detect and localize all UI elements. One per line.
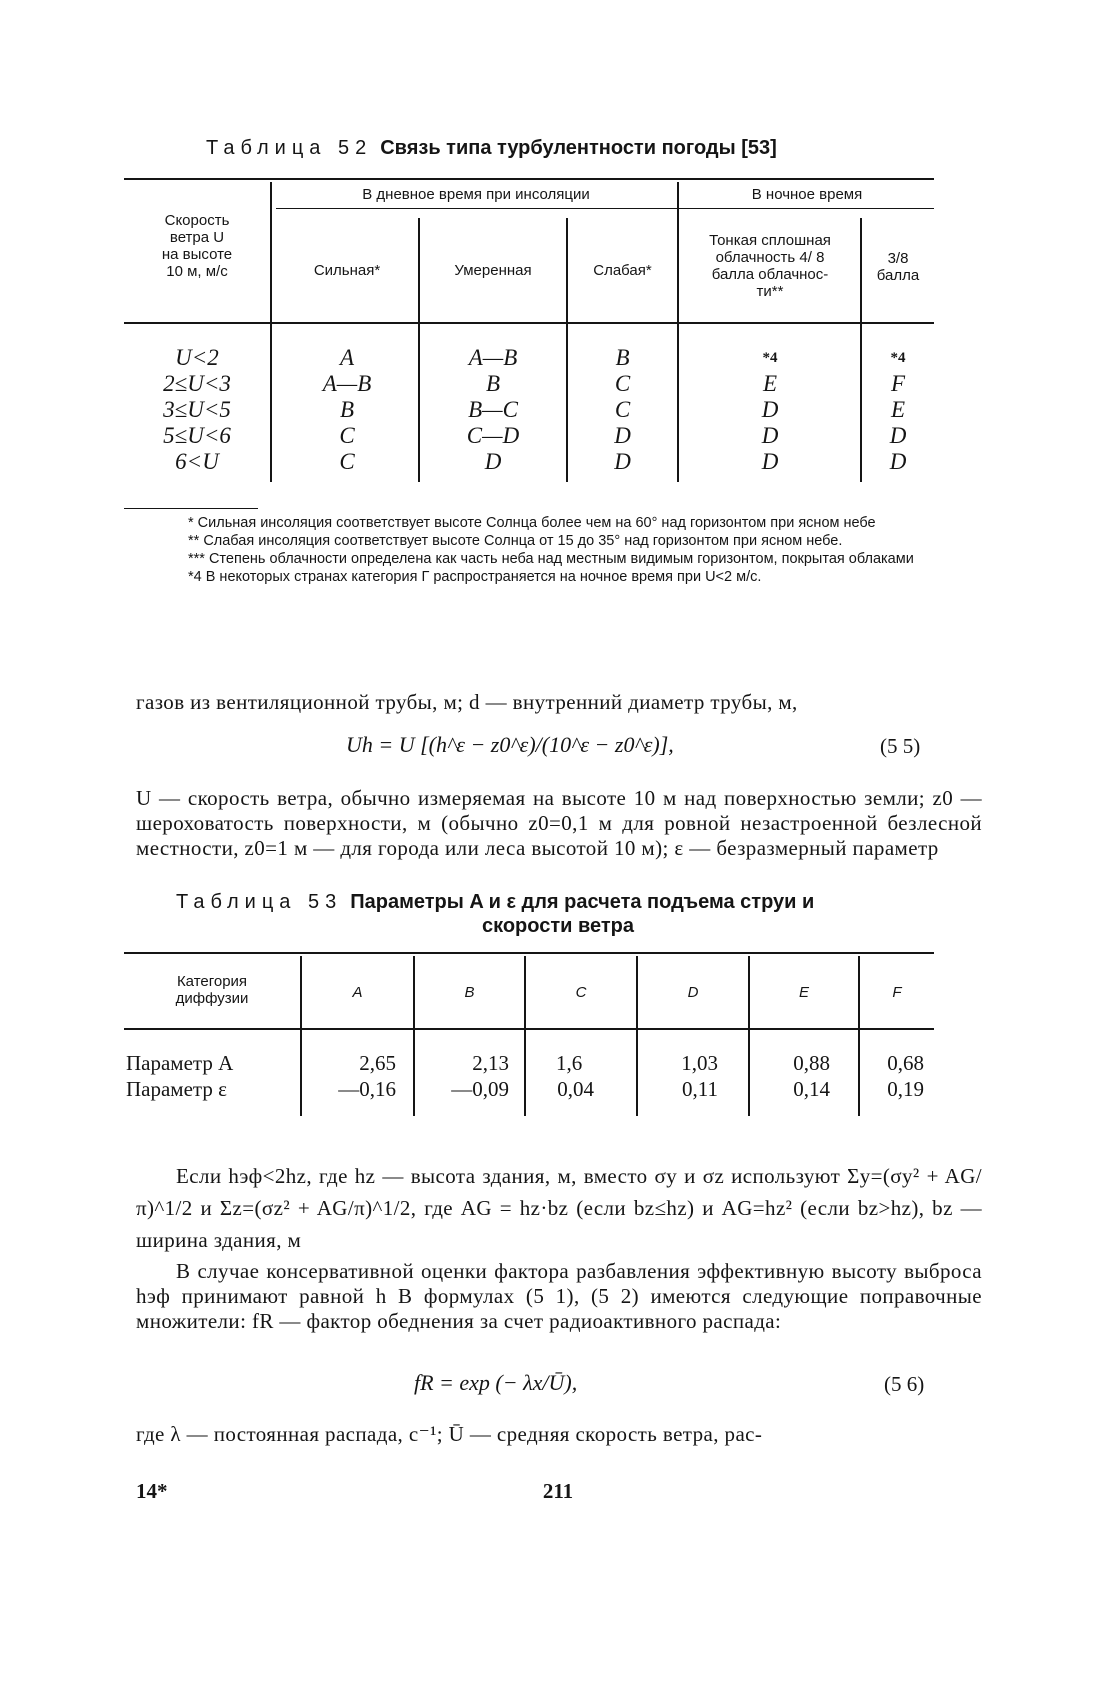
table-cell: C — [614, 397, 631, 422]
table53-col-c — [526, 1050, 594, 1102]
signature-mark: 14* — [136, 1479, 168, 1503]
table-cell: 0,88 — [793, 1051, 830, 1075]
table52-col-strong — [276, 345, 418, 475]
table-cell: *4 — [762, 350, 778, 366]
table52-caption-label: Таблица 52 — [206, 137, 373, 159]
body-text: газов из вентиляционной трубы, м; d — внутренний диаметр трубы, м, — [136, 690, 798, 714]
table-cell: D — [484, 449, 502, 474]
footnote: *4 В некоторых странах категория Г распространяется на ночное время при U<2 м/с. — [188, 569, 762, 585]
table-cell: F — [890, 371, 906, 396]
table52-caption-title: Связь типа турбулентности погоды [53] — [380, 137, 777, 159]
table-cell: 0,19 — [887, 1077, 924, 1101]
table-cell: 5≤U<6 — [163, 423, 231, 448]
table-cell: B — [615, 345, 630, 370]
table-cell: C — [614, 371, 631, 396]
table-cell: D — [614, 449, 631, 474]
table52-col-speed — [124, 345, 270, 475]
table-cell: D — [761, 423, 779, 448]
table53-top-rule — [124, 952, 934, 954]
table52-top-rule — [124, 178, 934, 180]
footnote: ** Слабая инсоляция соответствует высоте Солнца от 15 до 35° над горизонтом при ясном небе. — [188, 533, 843, 549]
table53-cat-f: F — [892, 984, 902, 1001]
table52-vline — [270, 182, 272, 482]
table-cell: —0,09 — [451, 1077, 509, 1101]
footnotes — [130, 514, 990, 586]
table53-cat-c: C — [575, 984, 587, 1001]
table53-caption-line2: скорости ветра — [481, 915, 635, 937]
table-cell: E — [762, 371, 778, 396]
table52-col-thin-cloud — [680, 345, 860, 475]
table52-header-day: В дневное время при инсоляции — [362, 186, 590, 203]
table-cell: 0,11 — [682, 1077, 718, 1101]
table-cell: A—B — [468, 345, 518, 370]
table52-header-night: В ночное время — [751, 186, 863, 203]
table-cell: 2≤U<3 — [163, 371, 231, 396]
table53-col-a — [302, 1050, 396, 1102]
table53-caption-label: Таблица 53 — [176, 891, 343, 913]
table53-cat-d: D — [687, 984, 699, 1001]
table-cell: 2,13 — [472, 1051, 509, 1075]
body-text: U — скорость ветра, обычно измеряемая на высоте 10 м над поверхностью земли; z0 — шероховатость поверхности, м (обычно z0=0,1 м для ровной незастроенной безлесной местности, z0=1 м — для города или леса высотой 10 м); ε — безразмерный параметр — [136, 786, 982, 860]
table-cell: 1,6 — [556, 1051, 583, 1075]
table-cell: A — [339, 345, 355, 370]
table-cell: D — [761, 449, 779, 474]
table52-caption — [206, 137, 777, 160]
table-cell: U<2 — [175, 345, 219, 370]
footnote: *** Степень облачности определена как часть неба над местным видимым горизонтом, покрытая облаками — [188, 551, 914, 567]
table53-col-f — [860, 1050, 924, 1102]
page-number: 211 — [542, 1479, 574, 1503]
table52-sub-3-8: 3/8 балла — [876, 250, 920, 284]
body-text: Если hэф<2hz, где hz — высота здания, м, вместо σy и σz используют Σy=(σy² + AG/π)^1/2 и Σz=(σz² + AG/π)^1/2, где AG = hz·bz (если bz≤hz) и AG=hz² (если bz>hz), bz — ширина здания, м — [136, 1164, 982, 1252]
table-cell: *4 — [890, 350, 906, 366]
table52-header-speed: Скорость ветра U на высоте 10 м, м/с — [161, 212, 233, 280]
table53-col-d — [638, 1050, 718, 1102]
table53-cat-a: A — [352, 984, 363, 1001]
table52-vline — [677, 182, 679, 482]
table-cell: D — [889, 423, 907, 448]
table52-sub-moderate: Умеренная — [454, 262, 532, 279]
table53-header-category: Категория диффузии — [175, 973, 249, 1007]
row-label: Параметр ε — [126, 1077, 227, 1101]
table53-cat-e: E — [798, 984, 809, 1001]
table52-header-rule — [124, 322, 934, 324]
table-cell: C—D — [466, 423, 520, 448]
table-cell: 0,14 — [793, 1077, 830, 1101]
body-text: В случае консервативной оценки фактора разбавления эффективную высоту выброса hэф принимают равной h В формулах (5 1), (5 2) имеются следующие поправочные множители: fR — фактор обеднения за счет радиоактивного распада: — [136, 1259, 982, 1333]
table53-caption-title: Параметры A и ε для расчета подъема струи и — [350, 891, 815, 913]
table52-sub-strong: Сильная* — [313, 262, 381, 279]
table53-caption — [176, 891, 814, 914]
table-cell: C — [339, 449, 355, 474]
footnote: * Сильная инсоляция соответствует высоте Солнца более чем на 60° над горизонтом при ясном небе — [188, 515, 876, 531]
table52-col-moderate — [420, 345, 566, 475]
table-cell: 2,65 — [359, 1051, 396, 1075]
table-cell: D — [889, 449, 907, 474]
table-cell: C — [339, 423, 355, 448]
table-cell: 6<U — [175, 449, 219, 474]
table-cell: 3≤U<5 — [163, 397, 231, 422]
table-cell: D — [761, 397, 779, 422]
table52-col-weak — [568, 345, 677, 475]
equation-number-5-5: (5 5) — [880, 734, 921, 758]
table53-header-rule — [124, 1028, 934, 1030]
table-cell: —0,16 — [338, 1077, 396, 1101]
table53-col-e — [750, 1050, 830, 1102]
row-label: Параметр A — [126, 1051, 234, 1075]
table52-col-3-8 — [862, 345, 934, 475]
formula-5-5: Uh = U [(h^ε − z0^ε)/(10^ε − z0^ε)], — [346, 732, 674, 757]
formula-5-6: fR = exp (− λx/Ū), — [414, 1370, 578, 1395]
table-cell: 0,04 — [557, 1077, 594, 1101]
equation-number-5-6: (5 6) — [884, 1372, 925, 1396]
table-cell: 1,03 — [681, 1051, 718, 1075]
table52-sub-thin-cloud: Тонкая сплошная облачность 4/ 8 балла облачнос- ти** — [709, 232, 831, 300]
table53-col-b — [415, 1050, 509, 1102]
table53-row-labels — [126, 1050, 233, 1102]
table53-cat-b: B — [464, 984, 475, 1001]
table52-sub-weak: Слабая* — [593, 262, 652, 279]
table-cell: D — [614, 423, 631, 448]
table-cell: E — [890, 397, 906, 422]
table52-group-rule — [276, 208, 934, 209]
body-text: где λ — постоянная распада, с⁻¹; Ū — средняя скорость ветра, рас- — [136, 1422, 763, 1446]
table-cell: 0,68 — [887, 1051, 924, 1075]
table-cell: B — [485, 371, 501, 396]
table-cell: B—C — [468, 397, 518, 422]
table-cell: A—B — [322, 371, 372, 396]
table-cell: B — [339, 397, 355, 422]
footnote-rule — [124, 508, 258, 509]
